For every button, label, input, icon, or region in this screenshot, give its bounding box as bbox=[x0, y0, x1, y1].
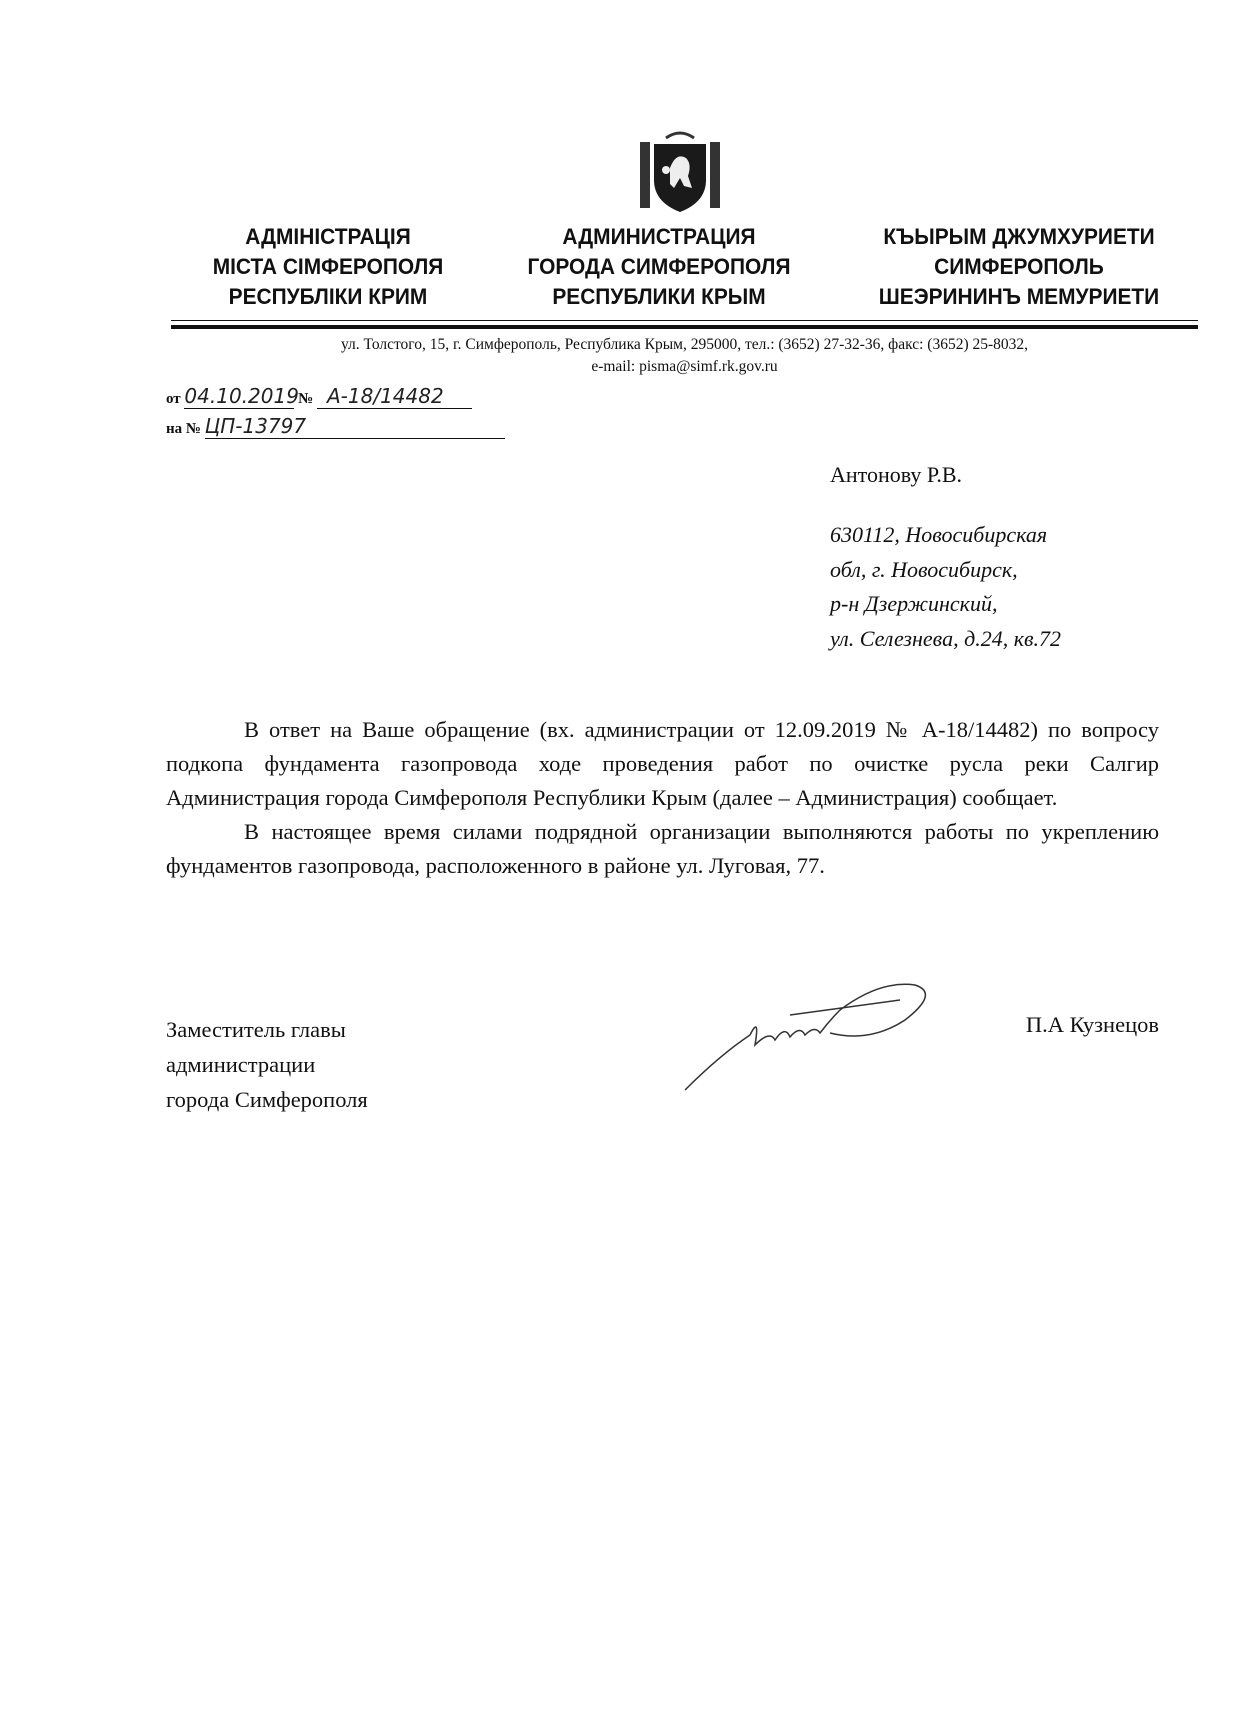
letterhead-line: АДМИНИСТРАЦИЯ bbox=[562, 224, 756, 249]
address-line: 630112, Новосибирская bbox=[830, 522, 1048, 547]
body-paragraph: В ответ на Ваше обращение (вх. администрации от 12.09.2019 № А-18/14482) по вопросу подкопа фундамента газопровода ходе проведения работ по очистке русла реки Салгир Администрация города Симферополя Республики Крым (далее – Администрация) сообщает. bbox=[166, 717, 1159, 810]
position-line: Заместитель главы bbox=[166, 1017, 346, 1042]
letterhead-russian bbox=[502, 222, 816, 312]
number-label: № bbox=[298, 391, 314, 407]
recipient-address bbox=[830, 518, 1061, 656]
letterhead-line: МІСТА СІМФЕРОПОЛЯ bbox=[212, 254, 444, 279]
letterhead-address: ул. Толстого, 15, г. Симферополь, Республика Крым, 295000, тел.: (3652) 27-32-36, факс: (3652) 25-8032, bbox=[340, 336, 1029, 353]
address-line: р-н Дзержинский, bbox=[830, 591, 998, 616]
position-line: города Симферополя bbox=[166, 1087, 368, 1112]
coat-of-arms-emblem bbox=[636, 128, 724, 214]
ref-label: на № bbox=[166, 421, 201, 437]
letterhead-email: e-mail: pisma@simf.rk.gov.ru bbox=[591, 358, 778, 375]
address-line: обл, г. Новосибирск, bbox=[830, 556, 1018, 582]
registration-outgoing bbox=[166, 384, 472, 412]
letterhead-line: ШЕЭРИНИНЪ МЕМУРИЕТИ bbox=[878, 284, 1160, 309]
registration-reference bbox=[166, 414, 505, 442]
from-label: от bbox=[166, 391, 181, 407]
letterhead-contacts bbox=[171, 334, 1198, 378]
divider-thin bbox=[171, 320, 1198, 321]
position-line: администрации bbox=[166, 1052, 316, 1077]
letter-body bbox=[166, 713, 1159, 883]
letterhead-line: РЕСПУБЛИКИ КРЫМ bbox=[552, 284, 766, 309]
body-paragraph: В настоящее время силами подрядной организации выполняются работы по укреплению фундаментов газопровода, расположенного в районе ул. Луговая, 77. bbox=[166, 819, 1159, 878]
signatory-name: П.А Кузнецов bbox=[1025, 1012, 1159, 1037]
signatory-position bbox=[166, 1012, 368, 1117]
letterhead-line: СИМФЕРОПОЛЬ bbox=[934, 254, 1104, 279]
divider-thick bbox=[171, 325, 1198, 329]
letterhead-line: ГОРОДА СИМФЕРОПОЛЯ bbox=[527, 254, 791, 279]
letterhead-line: АДМІНІСТРАЦІЯ bbox=[245, 224, 411, 249]
outgoing-date: 04.10.2019 bbox=[184, 384, 299, 408]
letterhead-ukrainian bbox=[171, 222, 485, 312]
recipient-name: Антонову Р.В. bbox=[830, 462, 963, 487]
reference-number: ЦП-13797 bbox=[205, 414, 505, 439]
address-line: ул. Селезнева, д.24, кв.72 bbox=[830, 625, 1062, 651]
letterhead-crimean-tatar bbox=[862, 222, 1176, 312]
handwritten-signature bbox=[680, 975, 950, 1095]
outgoing-number: А-18/14482 bbox=[317, 384, 472, 409]
letterhead-line: КЪЫРЫМ ДЖУМХУРИЕТИ bbox=[883, 224, 1155, 249]
letterhead-line: РЕСПУБЛІКИ КРИМ bbox=[228, 284, 428, 309]
